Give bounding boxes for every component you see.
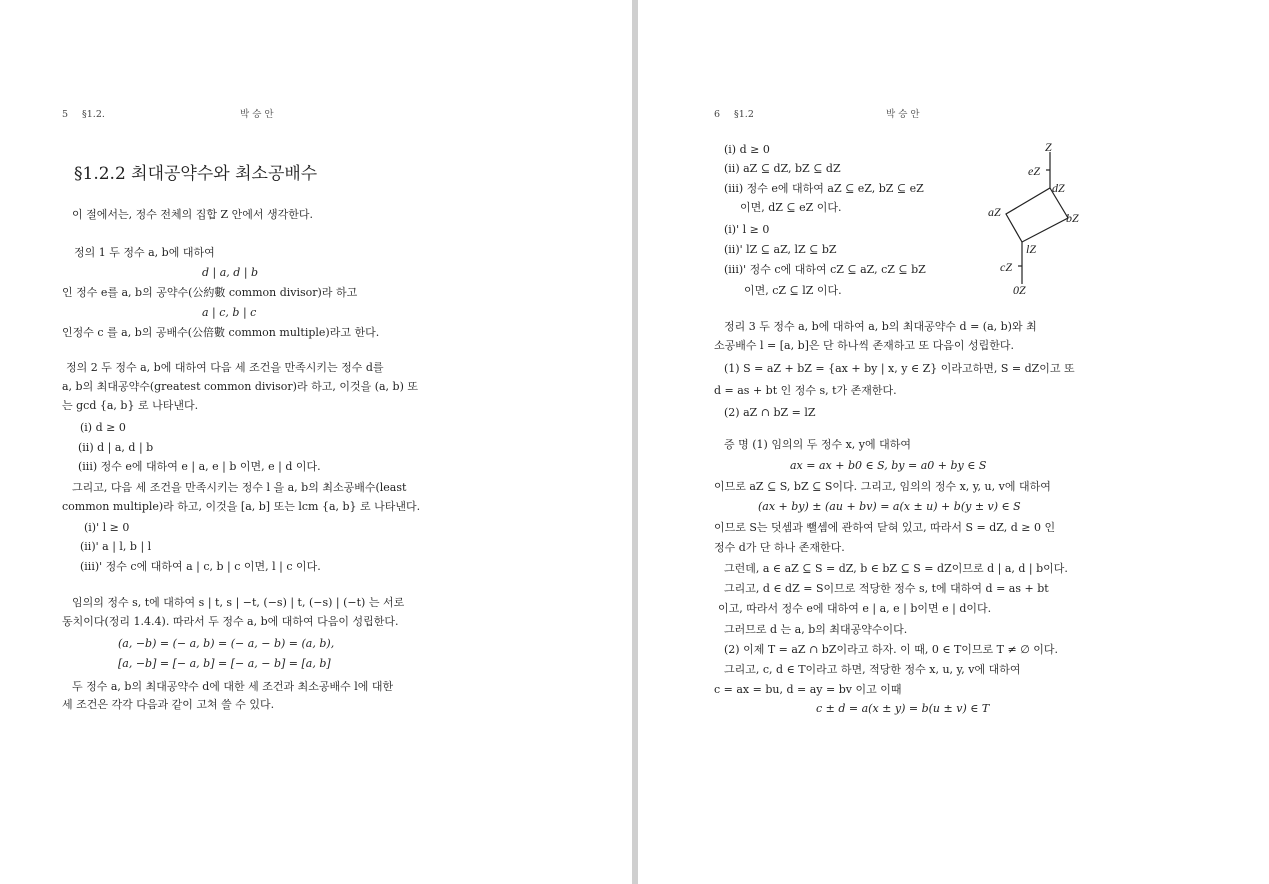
text-line: 정수 d가 단 하나 존재한다. (714, 541, 845, 554)
definition-heading: 정의 1 두 정수 a, b에 대하여 (74, 246, 215, 259)
lattice-node-label: Z (1045, 140, 1052, 154)
equation: a | c, b | c (202, 306, 257, 319)
lattice-node-label: bZ (1066, 211, 1079, 225)
equation: ax = ax + b0 ∈ S, by = a0 + by ∈ S (790, 459, 987, 472)
text-line: 두 정수 a, b의 최대공약수 d에 대한 세 조건과 최소공배수 l에 대한 (72, 680, 394, 693)
lattice-node-label: cZ (1000, 260, 1012, 274)
text-line: a, b의 최대공약수(greatest common divisor)라 하고, 이것을 (a, b) 또 (62, 380, 418, 393)
section-title: §1.2.2 최대공약수와 최소공배수 (74, 164, 318, 184)
text-line: 이므로 S는 덧셈과 뺄셈에 관하여 닫혀 있고, 따라서 S = dZ, d ≥ 0 인 (714, 521, 1056, 534)
condition-item: (i)' l ≥ 0 (84, 521, 130, 534)
text-line: 소공배수 l = [a, b]은 단 하나씩 존재하고 또 다음이 성립한다. (714, 339, 1015, 352)
running-author: 박 승 안 (886, 109, 920, 120)
condition-item: (iii) 정수 e에 대하여 e | a, e | b 이면, e | d 이다. (78, 460, 321, 473)
condition-item: (iii)' 정수 c에 대하여 cZ ⊆ aZ, cZ ⊆ bZ (724, 263, 926, 276)
equation: (a, −b) = (− a, b) = (− a, − b) = (a, b), (118, 637, 335, 650)
text-line: 이고, 따라서 정수 e에 대하여 e | a, e | b이면 e | d이다. (718, 602, 992, 615)
equation: [a, −b] = [− a, b] = [− a, − b] = [a, b] (118, 657, 331, 670)
page-number: 6 (714, 109, 721, 120)
equation: d | a, d | b (202, 266, 259, 279)
condition-item: (i)' l ≥ 0 (724, 223, 770, 236)
text-line: 이 절에서는, 정수 전체의 집합 Z 안에서 생각한다. (72, 208, 314, 221)
left-page (0, 0, 632, 884)
text-line: 인 정수 e를 a, b의 공약수(公約數 common divisor)라 하고 (62, 286, 358, 299)
condition-item: (ii) d | a, d | b (78, 441, 154, 454)
lattice-node-label: 0Z (1013, 283, 1026, 297)
text-line: 이므로 aZ ⊆ S, bZ ⊆ S이다. 그리고, 임의의 정수 x, y, u, v에 대하여 (714, 480, 1051, 493)
text-line: d = as + bt 인 정수 s, t가 존재한다. (714, 384, 897, 397)
text-line: 인정수 c 를 a, b의 공배수(公倍數 common multiple)라고 한다. (62, 326, 380, 339)
text-line: 세 조건은 각각 다음과 같이 고쳐 쓸 수 있다. (62, 698, 275, 711)
theorem-heading: 정리 3 두 정수 a, b에 대하여 a, b의 최대공약수 d = (a, b)와 최 (724, 320, 1037, 333)
running-section: §1.2 (734, 109, 754, 120)
condition-item: (i) d ≥ 0 (724, 143, 770, 156)
text-line: 는 gcd {a, b} 로 나타낸다. (62, 399, 199, 412)
condition-item: (ii)' a | l, b | l (80, 540, 152, 553)
text-line: 동치이다(정리 1.4.4). 따라서 두 정수 a, b에 대하여 다음이 성립한다. (62, 615, 399, 628)
running-author: 박 승 안 (240, 109, 274, 120)
lattice-node-label: eZ (1028, 164, 1040, 178)
proof-heading: 증 명 (1) 임의의 두 정수 x, y에 대하여 (724, 438, 911, 451)
page-number: 5 (62, 109, 69, 120)
equation: (ax + by) ± (au + bv) = a(x ± u) + b(y ± v) ∈ S (758, 500, 1021, 513)
text-line: 임의의 정수 s, t에 대하여 s | t, s | −t, (−s) | t, (−s) | (−t) 는 서로 (72, 596, 405, 609)
text-line: common multiple)라 하고, 이것을 [a, b] 또는 lcm {a, b} 로 나타낸다. (62, 500, 421, 513)
text-line: 그리고, 다음 세 조건을 만족시키는 정수 l 을 a, b의 최소공배수(least (72, 481, 407, 494)
lattice-node-label: aZ (988, 205, 1001, 219)
condition-item: 이면, cZ ⊆ lZ 이다. (744, 284, 842, 297)
text-line: (1) S = aZ + bZ = {ax + by | x, y ∈ Z} 이라고하면, S = dZ이고 또 (724, 362, 1075, 375)
condition-item: (ii)' lZ ⊆ aZ, lZ ⊆ bZ (724, 243, 837, 256)
right-page (638, 0, 1269, 884)
running-section: §1.2. (82, 109, 105, 120)
text-line: 그러므로 d 는 a, b의 최대공약수이다. (724, 623, 908, 636)
text-line: (2) 이제 T = aZ ∩ bZ이라고 하자. 이 때, 0 ∈ T이므로 T ≠ ∅ 이다. (724, 643, 1059, 656)
text-line: (2) aZ ∩ bZ = lZ (724, 406, 816, 419)
condition-item: (iii)' 정수 c에 대하여 a | c, b | c 이면, l | c 이다. (80, 560, 321, 573)
condition-item: (iii) 정수 e에 대하여 aZ ⊆ eZ, bZ ⊆ eZ (724, 182, 924, 195)
lattice-node-label: dZ (1052, 181, 1065, 195)
lattice-diamond (1006, 188, 1068, 242)
condition-item: (i) d ≥ 0 (80, 421, 126, 434)
equation: c ± d = a(x ± y) = b(u ± v) ∈ T (816, 702, 990, 715)
text-line: 그런데, a ∈ aZ ⊆ S = dZ, b ∈ bZ ⊆ S = dZ이므로 d | a, d | b이다. (724, 562, 1068, 575)
condition-item: 이면, dZ ⊆ eZ 이다. (740, 201, 842, 214)
definition-heading: 정의 2 두 정수 a, b에 대하여 다음 세 조건을 만족시키는 정수 d를 (66, 361, 384, 374)
text-line: 그리고, c, d ∈ T이라고 하면, 적당한 정수 x, u, y, v에 대하여 (724, 663, 1021, 676)
text-line: 그리고, d ∈ dZ = S이므로 적당한 정수 s, t에 대하여 d = as + bt (724, 582, 1049, 595)
text-line: c = ax = bu, d = ay = bv 이고 이때 (714, 683, 902, 696)
lattice-node-label: lZ (1026, 242, 1037, 256)
subgroup-lattice-diagram (978, 140, 1108, 300)
condition-item: (ii) aZ ⊆ dZ, bZ ⊆ dZ (724, 162, 841, 175)
